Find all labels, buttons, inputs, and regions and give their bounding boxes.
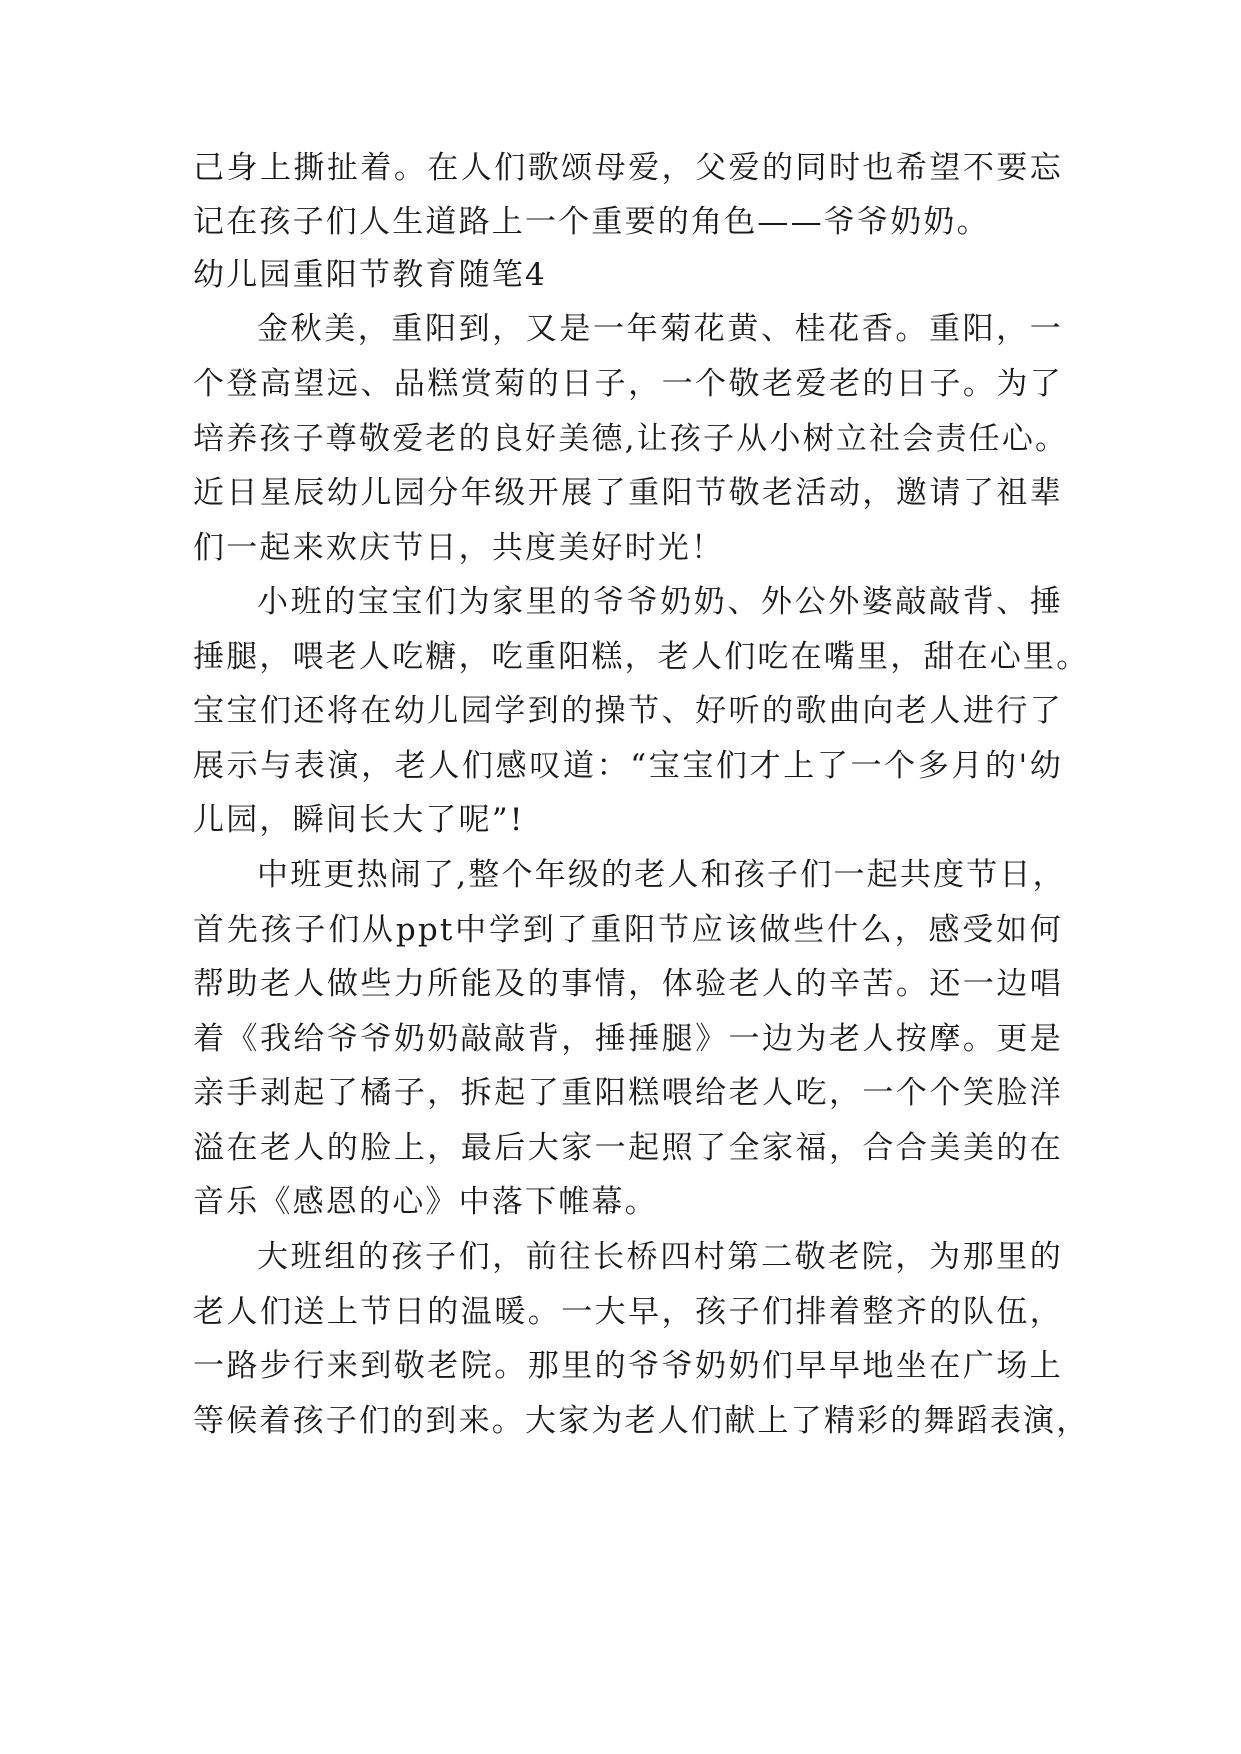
text-line: 宝宝们还将在幼儿园学到的操节、好听的歌曲向老人进行了 bbox=[193, 693, 1063, 729]
text-line: 着《我给爷爷奶奶敲敲背，捶捶腿》一边为老人按摩。更是 bbox=[193, 1021, 1063, 1057]
text-line: 大班组的孩子们，前往长桥四村第二敬老院，为那里的 bbox=[257, 1239, 1063, 1275]
text-line: 小班的宝宝们为家里的爷爷奶奶、外公外婆敲敲背、捶 bbox=[257, 584, 1063, 620]
text-line: 个登高望远、品糕赏菊的日子，一个敬老爱老的日子。为了 bbox=[193, 366, 1063, 402]
text-line: 音乐《感恩的心》中落下帷幕。 bbox=[193, 1184, 658, 1220]
text-line: 展示与表演，老人们感叹道：“宝宝们才上了一个多月的'幼 bbox=[193, 748, 1063, 784]
text-line: 首先孩子们从ppt中学到了重阳节应该做些什么，感受如何 bbox=[193, 912, 1063, 948]
text-line: 老人们送上节日的温暖。一大早，孩子们排着整齐的队伍， bbox=[193, 1294, 1063, 1330]
text-line: 近日星辰幼儿园分年级开展了重阳节敬老活动，邀请了祖辈 bbox=[193, 475, 1063, 511]
section-heading: 幼儿园重阳节教育随笔4 bbox=[193, 257, 547, 293]
text-line: 培养孩子尊敬爱老的良好美德,让孩子从小树立社会责任心。 bbox=[193, 421, 1069, 457]
text-line: 中班更热闹了,整个年级的老人和孩子们一起共度节日， bbox=[257, 857, 1066, 893]
text-line: 一路步行来到敬老院。那里的爷爷奶奶们早早地坐在广场上 bbox=[193, 1348, 1063, 1384]
text-line: 等候着孩子们的到来。大家为老人们献上了精彩的舞蹈表演， bbox=[193, 1403, 1090, 1439]
text-line: 帮助老人做些力所能及的事情，体验老人的辛苦。还一边唱 bbox=[193, 966, 1063, 1002]
text-line: 儿园，瞬间长大了呢”! bbox=[193, 802, 525, 838]
text-line: 记在孩子们人生道路上一个重要的角色——爷爷奶奶。 bbox=[193, 204, 990, 240]
text-line: 溢在老人的脸上，最后大家一起照了全家福，合合美美的在 bbox=[193, 1130, 1063, 1166]
text-line: 金秋美，重阳到，又是一年菊花黄、桂花香。重阳，一 bbox=[257, 311, 1063, 347]
text-line: 捶腿，喂老人吃糖，吃重阳糕，老人们吃在嘴里，甜在心里。 bbox=[193, 639, 1090, 675]
text-line: 亲手剥起了橘子，拆起了重阳糕喂给老人吃，一个个笑脸洋 bbox=[193, 1075, 1063, 1111]
text-line: 们一起来欢庆节日，共度美好时光！ bbox=[193, 530, 725, 566]
text-line: 己身上撕扯着。在人们歌颂母爱，父爱的同时也希望不要忘 bbox=[193, 150, 1063, 186]
